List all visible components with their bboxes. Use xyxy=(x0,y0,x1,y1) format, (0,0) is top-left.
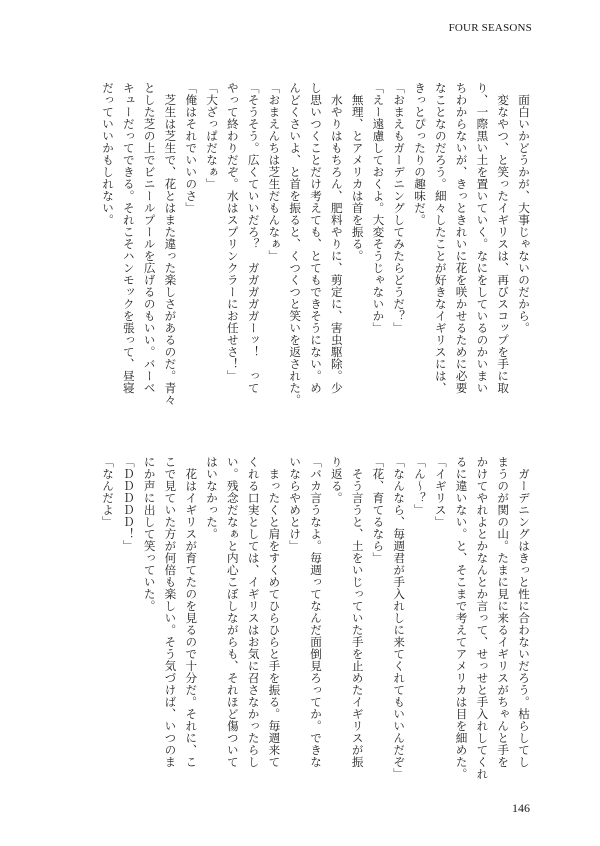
text-line: まったくと肩をすくめてひらひらと手を振る。毎週来て xyxy=(267,456,282,768)
text-line: なことなのだろう。細々したことが好きなイギリスには、 xyxy=(433,82,448,394)
text-line: い。残念だなぁと内心こぼしながらも、それほど傷ついて xyxy=(225,456,240,768)
text-line: こで見ていた方が何倍も楽しい。そう気づけば、いつのま xyxy=(163,456,178,768)
text-line: 「おまえんちは芝生だもんなぁ」 xyxy=(267,82,282,262)
text-line: 「そうそう。広くていいだろ？ ガガガガガーッ！ って xyxy=(246,82,261,394)
text-line: るに違いない。と、そこまで考えてアメリカは目を細めた。 xyxy=(454,456,469,780)
text-line: ちわからないが、きっときれいに花を咲かせるために必要 xyxy=(454,82,469,394)
page-number: 146 xyxy=(512,801,530,815)
text-line: 「ん～？」 xyxy=(413,456,428,516)
text-line: 「ＤＤＤＤＤ！」 xyxy=(121,456,136,552)
text-line: ガーデニングはきっと性に合わないだろう。枯らしてし xyxy=(517,456,531,768)
text-line: 「おまえもガーデニングしてみたらどうだ？」 xyxy=(392,82,407,334)
lower-text-block xyxy=(74,456,534,784)
text-line: やって終わりだぞ。水はスプリンクラーにお任せさ！」 xyxy=(225,82,240,382)
text-line: 芝生は芝生で、花とはまた違った楽しさがあるのだ。青々 xyxy=(163,82,178,406)
text-line: にか声に出して笑っていた。 xyxy=(142,456,157,612)
text-line: 面白いかどうかが、大事じゃないのだから。 xyxy=(517,82,531,334)
text-line: だっていいかもしれない。 xyxy=(101,82,116,226)
text-line: り、一際黒い土を置いていく。なにをしているのかいまい xyxy=(475,82,490,394)
text-line: 変なやつ、と笑ったイギリスは、再びスコップを手に取 xyxy=(496,82,511,394)
text-line: り返る。 xyxy=(329,456,344,504)
running-title: FOUR SEASONS xyxy=(448,22,532,34)
text-line: し思いつくことだけ考えても、とてもできそうにない。め xyxy=(309,82,324,394)
text-line: かけてやれよとかなんとか言って、せっせと手入れしてくれ xyxy=(475,456,490,780)
upper-text-block xyxy=(74,82,534,410)
text-line: 「えー遠慮しておくよ。大変そうじゃないか」 xyxy=(371,82,386,334)
text-line: 「なんなら、毎週君が手入れしに来てくれてもいいんだぞ」 xyxy=(392,456,407,780)
text-line: 「イギリス」 xyxy=(433,456,448,528)
text-line: まうのが関の山。たまに見に来るイギリスがちゃんと手を xyxy=(496,456,511,768)
text-line: 花はイギリスが育てたのを見るので十分だ。それに、こ xyxy=(184,456,199,768)
text-line: そう言うと、土をいじっていた手を止めたイギリスが振 xyxy=(350,456,365,768)
text-line: はいなかった。 xyxy=(205,456,220,540)
text-line: 「バカ言うなよ。毎週ってなんだ面倒見ろってか。できな xyxy=(309,456,324,768)
text-line: きっとぴったりの趣味だ。 xyxy=(413,82,428,226)
text-line: キューだってできる。それこそハンモックを張って、昼寝 xyxy=(121,82,136,394)
text-line: いならやめとけ」 xyxy=(288,456,303,552)
text-line: 「花、育てるなら」 xyxy=(371,456,386,564)
text-line: 「俺はそれでいいのさ」 xyxy=(184,82,199,214)
text-line: くれる口実としては、イギリスはお気に召さなかったらし xyxy=(246,456,261,768)
text-line: とした芝の上でビニールプールを広げるのもいい。バーベ xyxy=(142,82,157,394)
text-line: 水やりはもちろん、肥料やりに、剪定に、害虫駆除。少 xyxy=(329,82,344,394)
text-line: んどくさいよ、と首を振ると、くつくつと笑いを返された。 xyxy=(288,82,303,406)
text-line: 無理、とアメリカは首を振る。 xyxy=(350,82,365,262)
text-line: 「なんだよ」 xyxy=(101,456,116,528)
text-line: 「大ざっぱだなぁ」 xyxy=(205,82,220,190)
